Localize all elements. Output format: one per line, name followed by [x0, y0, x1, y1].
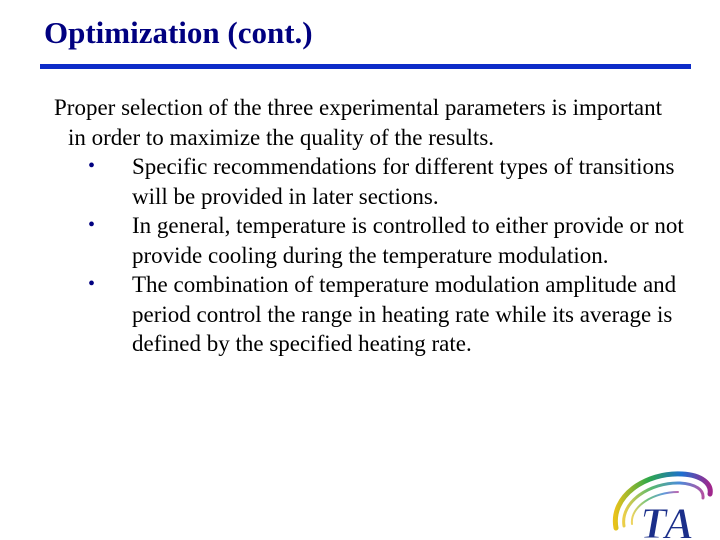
list-item: [54, 152, 684, 211]
bullet-icon: •: [88, 155, 96, 177]
bullet-text: The combination of temperature modulation amplitude and period control the range in heating rate while its average is defined by the specified heating rate.: [132, 272, 677, 356]
bullet-text: In general, temperature is controlled to either provide or not provide cooling during the temperature modulation.: [132, 213, 684, 268]
intro-paragraph: Proper selection of the three experimental parameters is important in order to maximize the quality of the results.: [54, 95, 662, 150]
bullet-text: Specific recommendations for different types of transitions will be provided in later sections.: [132, 154, 675, 209]
slide-body: [54, 93, 684, 359]
bullet-list: [54, 152, 684, 359]
title-underline: [40, 64, 691, 69]
page-title: Optimization (cont.): [44, 15, 313, 50]
bullet-icon: •: [88, 273, 96, 295]
list-item: [54, 270, 684, 359]
ta-logo-text: TA: [640, 499, 694, 540]
list-item: [54, 211, 684, 270]
bullet-icon: •: [88, 214, 96, 236]
ta-logo: [606, 466, 716, 540]
